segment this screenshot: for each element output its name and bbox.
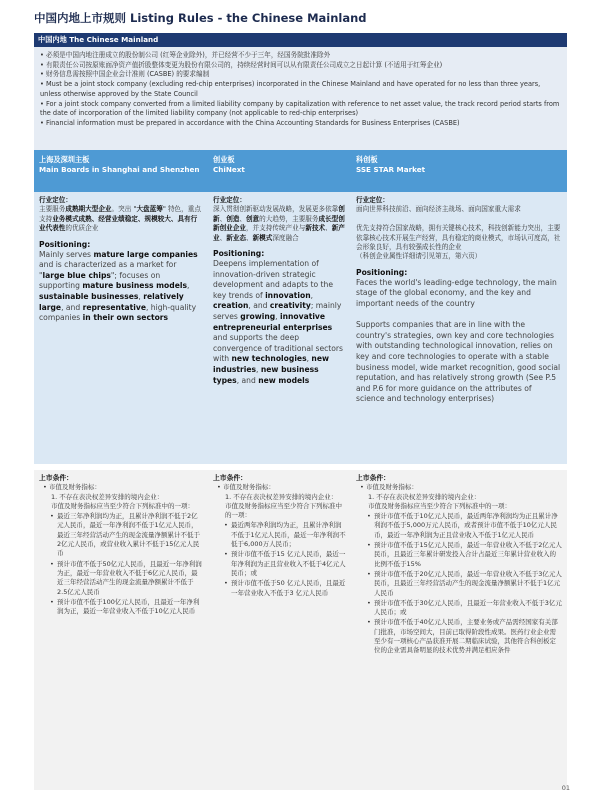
positioning-en-text [213, 259, 346, 386]
conditions-bullet: • 预计市值不低于20亿元人民币，最近一年营业收入不低于3亿元人民币，且最近三年经营活动产生的现金流量净额累计不低于1亿元人民币 [356, 570, 562, 598]
intro-box [34, 47, 567, 150]
conditions-level1: • 市值及财务指标： [217, 483, 275, 492]
conditions-bullet: • 预计市值不低于10亿元人民币，最近两年净利润均为正且累计净利润不低于5,000万元人民币，或者预计市值不低于10亿元人民币，最近一年净利润为正且营业收入不低于1亿元人民币 [356, 512, 562, 540]
body-text: 、 [325, 224, 332, 233]
column-head-chinext [208, 150, 351, 192]
column-head-star-market [351, 150, 567, 192]
emphasis-text: 创意 [245, 214, 260, 223]
positioning-chinext [208, 192, 351, 464]
emphasis-text: 成长型创新创业企业 [213, 214, 345, 233]
emphasis-text: new industries [213, 354, 329, 374]
positioning-en-label: Positioning: [213, 249, 265, 259]
conditions-level2: 1. 不存在表决权差异安排的境内企业： [51, 492, 164, 501]
emphasis-text: representative [82, 302, 146, 312]
conditions-level2-note: 市值及财务指标应当至少符合下列标准中的一项： [51, 501, 194, 510]
body-text: 、 [239, 214, 246, 223]
page-number: 01 [561, 784, 570, 792]
intro-line: • Financial information must be prepared in accordance with the China Accounting Standards for Business Enterprises (CASBE) [40, 118, 460, 127]
intro-line: • 必须是中国内地注册成立的股份制公司 (红筹企业除外)，并已经营不少于三年，经国务院批准除外 [40, 51, 331, 59]
emphasis-text: innovation [265, 290, 311, 300]
conditions-level1: • 市值及财务指标： [360, 483, 418, 492]
conditions-level2: 1. 不存在表决权差异安排的境内企业： [368, 492, 481, 501]
column-head-main-boards [34, 150, 208, 192]
body-text: , high-quality companies [39, 302, 197, 323]
conditions-heading: 上市条件： [39, 474, 73, 482]
body-text: , and [248, 301, 270, 311]
body-text: 的优质企业 [65, 224, 99, 233]
body-text: 、 [219, 214, 227, 223]
body-text: , and [61, 302, 83, 312]
page-title: 中国内地上市规则 Listing Rules - the Chinese Mainland [34, 11, 367, 25]
body-text: " 特色，重点支持 [39, 205, 201, 223]
emphasis-text: relatively large [39, 292, 184, 312]
conditions-bullet: • 最近三年净利润均为正，且累计净利润不低于2亿元人民币，最近一年净利润不低于1亿元人民币，最近三年经营活动产生的现金流量净额累计不低于2亿元人民币，或营业收入累计不低于15亿元人民币 [39, 512, 203, 558]
body-text: , [275, 312, 280, 321]
body-text: 。突出 " [111, 205, 137, 214]
conditions-bullet: • 预计市值不低于50 亿元人民币，且最近一年营业收入不低于3 亿元人民币 [213, 579, 346, 598]
body-text: Mainly serves [39, 249, 94, 259]
section-bar: 中国内地 The Chinese Mainland [34, 33, 567, 47]
conditions-main-boards [34, 470, 208, 790]
emphasis-text: new business types [213, 364, 319, 385]
conditions-level2-note: 市值及财务指标应当至少符合下列标准中的一项： [225, 501, 342, 520]
intro-line: • 财务信息需按照中国企业会计准则 (CASBE) 的要求编制 [40, 70, 210, 79]
body-text: "; focuses on supporting [39, 270, 161, 291]
body-text: 的大趋势，主要服务 [259, 214, 319, 223]
emphasis-text: 大盘蓝筹 [136, 205, 163, 214]
conditions-heading: 上市条件： [356, 474, 390, 482]
emphasis-text: new technologies [231, 354, 307, 364]
positioning-star-market [351, 192, 567, 464]
intro-line: • 有限责任公司按原账面净资产值折股整体变更为股份有限公司的，持续经营时间可以从有限责任公司成立之日起计算 (不适用于红筹企业) [40, 60, 443, 69]
positioning-cn-label: 行业定位： [356, 196, 389, 204]
conditions-level2-note: 市值及财务指标应当至少符合下列标准中的一项： [368, 501, 511, 510]
body-text: Deepens implementation of innovation-driven strategic development and adapts to the key trends of [213, 259, 334, 300]
emphasis-text: 新业态 [226, 233, 246, 242]
emphasis-text: creativity [269, 301, 311, 311]
positioning-cn-label: 行业定位： [213, 196, 246, 204]
body-text: 、 [219, 233, 227, 242]
emphasis-text: 新产业 [213, 224, 345, 242]
column-head-en: SSE STAR Market [356, 164, 426, 174]
conditions-bullet: • 预计市值不低于30亿元人民币，且最近一年营业收入不低于3亿元人民币；或 [356, 599, 562, 618]
emphasis-text: creation [213, 301, 249, 311]
emphasis-text: mature business models [82, 281, 187, 291]
positioning-cn-text [213, 205, 346, 243]
conditions-bullet: • 预计市值不低于50亿元人民币，且最近一年净利润为正，最近一年营业收入不低于6亿元人民币，最近三年经营活动产生的现金流量净额累计不低于2.5亿元人民币 [39, 560, 203, 597]
body-text: , [256, 364, 261, 374]
emphasis-text: in their own sectors [82, 313, 169, 323]
body-text: ，并支持传统产业与 [245, 224, 306, 233]
intro-line: • For a joint stock company converted from a limited liability company by capitalization with reference to net asset value, the track record period starts from the date of incorporation of the limited liability company (not applicable to red-chip enterprises) [40, 99, 560, 118]
column-head-en: ChiNext [213, 164, 245, 174]
emphasis-text: 新技术 [305, 224, 326, 233]
emphasis-text: growing [240, 312, 276, 321]
conditions-level2: 1. 不存在表决权差异安排的境内企业： [225, 492, 338, 501]
positioning-main-boards [34, 192, 208, 464]
emphasis-text: 业务模式成熟、经营业绩稳定、规模较大、具有行业代表性 [39, 214, 198, 233]
emphasis-text: sustainable businesses [39, 292, 139, 301]
body-text: , [306, 354, 312, 364]
body-text: ; mainly serves [213, 301, 342, 321]
column-head-cn: 创业板 [213, 155, 235, 164]
body-text: , [138, 292, 144, 301]
body-text: , [186, 281, 190, 291]
conditions-bullet: • 预计市值不低于100亿元人民币，且最近一年净利润为正，最近一年营业收入不低于10亿元人民币 [39, 598, 203, 617]
positioning-en-label: Positioning: [356, 267, 408, 277]
body-text: 深度融合 [272, 233, 299, 242]
column-head-cn: 科创板 [356, 155, 378, 164]
body-text: 、 [245, 233, 253, 242]
conditions-bullet: • 预计市值不低于15 亿元人民币，最近一年净利润为正且营业收入不低于4亿元人民币；或 [213, 550, 346, 578]
emphasis-text: new models [258, 375, 310, 385]
positioning-cn-text [356, 205, 562, 261]
positioning-en-text [356, 278, 562, 405]
conditions-heading: 上市条件： [213, 474, 247, 482]
emphasis-text: 创新 [213, 205, 345, 223]
body-text: and is characterized as a market for " [39, 260, 177, 280]
emphasis-text: 创造 [226, 214, 240, 223]
conditions-star-market [351, 470, 567, 790]
body-text: 面向世界科技前沿、面向经济主战场、面向国家重大需求 优先支持符合国家战略，拥有关键核心技术，科技创新能力突出，主要依靠核心技术开展生产经营，具有稳定的商业模式，市场认可度高，社会形象良好，具有较强成长性的企业 （科创企业属性详细请引见第五，第六页） [356, 205, 561, 261]
emphasis-text: innovative entrepreneurial enterprises [213, 312, 333, 332]
emphasis-text: 新模式 [252, 233, 273, 242]
column-head-en: Main Boards in Shanghai and Shenzhen [39, 164, 200, 174]
body-text: 主要服务 [39, 205, 66, 214]
body-text: 深入贯彻创新驱动发展战略，发展更多依靠 [213, 205, 339, 214]
positioning-cn-text [39, 205, 203, 233]
positioning-en-text [39, 250, 203, 324]
emphasis-text: 成熟期大型企业 [65, 205, 112, 214]
conditions-level1: • 市值及财务指标： [43, 483, 101, 492]
body-text: , [310, 290, 314, 300]
conditions-chinext [208, 470, 351, 790]
emphasis-text: mature large companies [93, 249, 198, 259]
emphasis-text: large blue chips [42, 270, 111, 280]
positioning-cn-label: 行业定位： [39, 196, 72, 204]
conditions-bullet: • 预计市值不低于40亿元人民币，主要业务或产品需经国家有关部门批准，市场空间大，目前已取得阶段性成果。医药行业企业需至少有一项核心产品获准开展二期临床试验，其他符合科创板定位的企业需具备明显的技术优势并满足相应条件 [356, 618, 562, 655]
conditions-bullet: • 最近两年净利润均为正，且累计净利润不低于1亿元人民币，最近一年净利润不低于6,000万人民币； [213, 521, 346, 549]
conditions-bullet: • 预计市值不低于15亿元人民币，最近一年营业收入不低于2亿元人民币，且最近三年累计研发投入合计占最近三年累计营业收入的比例不低于15% [356, 541, 562, 569]
body-text: and supports the deep convergence of traditional sectors with [213, 333, 343, 364]
column-head-cn: 上海及深圳主板 [39, 155, 90, 164]
body-text: Faces the world's leading-edge technology, the main stage of the global economy, and the key and important needs of the country Supports companies that are in line with the country's strategies, own key and core technologies with outstanding technological innovation, relies on key and core technologies to operate with a stable business model, wide market recognition, good social reputation, and has relatively strong growth (See P.5 and P.6 for more guidance on the attributes of science and technology enterprises) [356, 277, 561, 404]
body-text: , and [236, 375, 259, 385]
positioning-en-label: Positioning: [39, 239, 91, 249]
intro-line: • Must be a joint stock company (excluding red-chip enterprises) incorporated in the Chinese Mainland and have operated for no less than three years, unless otherwise approved by the State Council [40, 80, 541, 98]
